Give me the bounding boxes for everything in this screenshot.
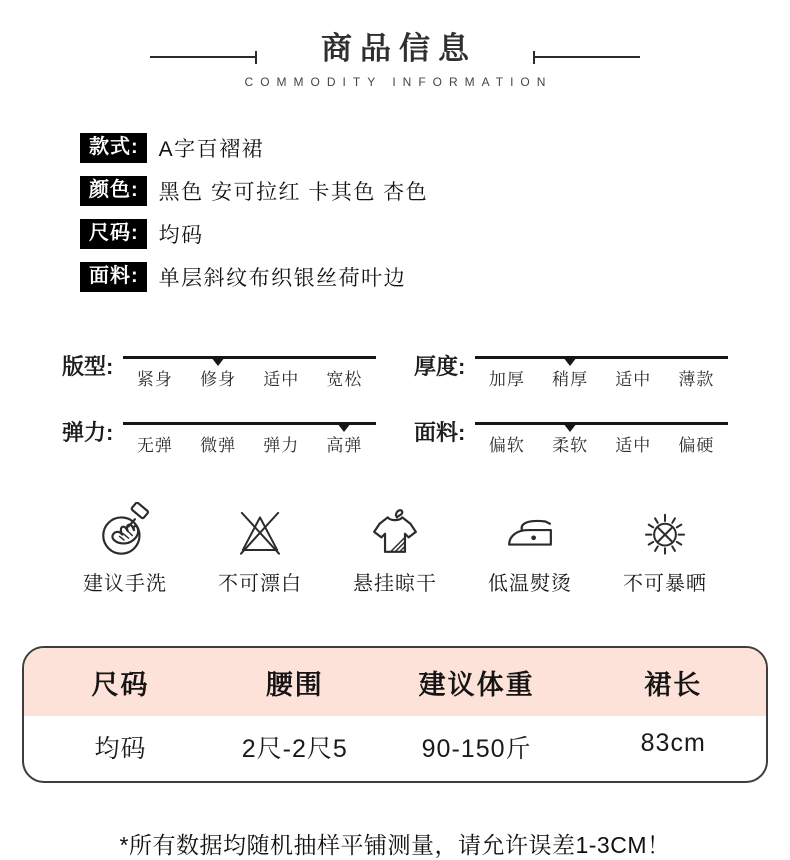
table-header-cell: 裙长 (644, 670, 703, 700)
attr-value: 单层斜纹布织银丝荷叶边 (158, 267, 407, 290)
table-header-cell: 建议体重 (418, 670, 535, 700)
selected-marker-icon (337, 423, 351, 432)
scale-fit (62, 344, 376, 390)
scale-option: 适中 (263, 370, 300, 389)
attr-row-color (80, 176, 790, 206)
scale-option: 弹力 (263, 436, 300, 455)
scale-elasticity (62, 410, 376, 456)
measurement-note: *所有数据均随机抽样平铺测量，请允许误差1-3CM！ (119, 832, 671, 858)
hand-wash-icon (96, 502, 154, 560)
scale-option: 偏硬 (678, 436, 715, 455)
size-table (22, 646, 768, 783)
scale-thickness (414, 344, 728, 390)
attr-row-size (80, 219, 790, 249)
scale-option: 修身 (200, 370, 237, 389)
attr-row-style (80, 133, 790, 163)
page-title: 商品信息 (321, 31, 477, 66)
scale-label: 厚度: (414, 354, 466, 379)
scale-label: 弹力: (62, 420, 114, 445)
care-item (332, 502, 458, 596)
page-header (0, 0, 790, 89)
product-attributes (80, 133, 790, 292)
scale-track (475, 356, 728, 390)
scale-option: 适中 (615, 370, 652, 389)
table-cell: 2尺-2尺5 (241, 735, 348, 763)
header-line-left (150, 56, 257, 58)
scale-option: 紧身 (136, 370, 173, 389)
care-item (197, 502, 323, 596)
scale-option: 适中 (615, 436, 652, 455)
scale-fabric-feel (414, 410, 728, 456)
attr-row-fabric (80, 262, 790, 292)
care-item (62, 502, 188, 596)
table-row (24, 716, 766, 781)
selected-marker-icon (563, 357, 577, 366)
table-header-row (24, 648, 766, 716)
attr-label-chip: 面料: (80, 262, 147, 292)
attr-value: A字百褶裙 (158, 138, 265, 161)
scale-option: 无弹 (136, 436, 173, 455)
no-bleach-icon (231, 502, 289, 560)
selected-marker-icon (563, 423, 577, 432)
line-end-tick (533, 51, 535, 64)
scale-track (123, 356, 376, 390)
line-end-tick (255, 51, 257, 64)
attr-value: 黑色 安可拉红 卡其色 杏色 (158, 181, 429, 204)
scale-option: 偏软 (488, 436, 525, 455)
scale-option: 加厚 (488, 370, 525, 389)
care-label: 建议手洗 (83, 573, 167, 595)
care-label: 不可漂白 (218, 573, 302, 595)
scale-option: 薄款 (678, 370, 715, 389)
low-temp-iron-icon (501, 502, 559, 560)
care-instructions (62, 502, 728, 596)
scale-label: 版型: (62, 354, 114, 379)
header-line-right (533, 56, 640, 58)
scale-option: 柔软 (552, 436, 589, 455)
care-item (602, 502, 728, 596)
attr-value: 均码 (158, 224, 204, 247)
scale-track (123, 422, 376, 456)
care-item (467, 502, 593, 596)
table-cell: 均码 (94, 735, 147, 763)
table-header-cell: 腰围 (265, 670, 324, 700)
attr-label-chip: 款式: (80, 133, 147, 163)
scale-option: 微弹 (200, 436, 237, 455)
no-sun-icon (636, 502, 694, 560)
page-subtitle: COMMODITY INFORMATION (244, 75, 553, 89)
hang-dry-icon (366, 502, 424, 560)
scale-track (475, 422, 728, 456)
care-label: 不可暴晒 (623, 573, 707, 595)
table-cell: 90-150斤 (421, 735, 532, 763)
attr-label-chip: 尺码: (80, 219, 147, 249)
scale-option: 稍厚 (552, 370, 589, 389)
attr-label-chip: 颜色: (80, 176, 147, 206)
scale-option: 高弹 (326, 436, 363, 455)
care-label: 悬挂晾干 (353, 573, 437, 595)
table-header-cell: 尺码 (91, 670, 150, 700)
care-label: 低温熨烫 (488, 573, 572, 595)
scale-label: 面料: (414, 420, 466, 445)
table-cell: 83cm (640, 729, 706, 757)
selected-marker-icon (211, 357, 225, 366)
scale-option: 宽松 (326, 370, 363, 389)
property-scales (62, 344, 728, 456)
